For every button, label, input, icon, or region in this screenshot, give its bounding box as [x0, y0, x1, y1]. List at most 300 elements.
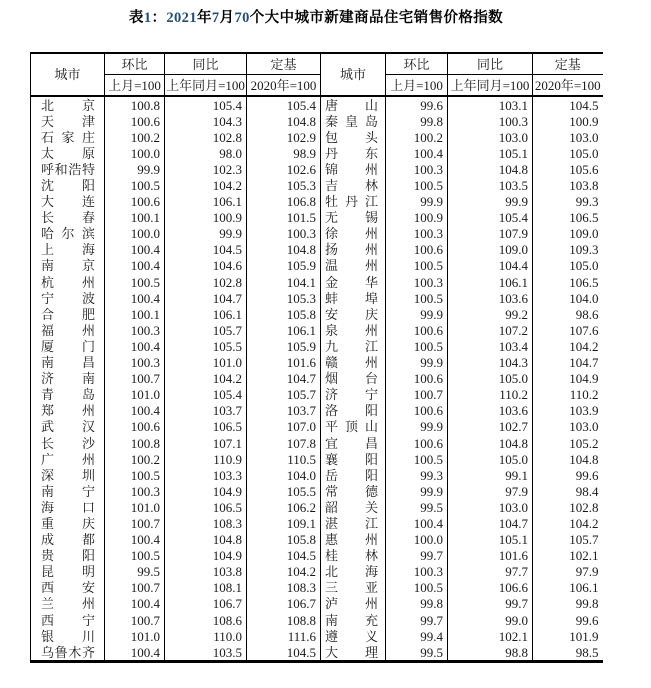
table-row	[31, 161, 603, 177]
city-cell: 上海	[31, 242, 105, 258]
city-cell: 福州	[31, 322, 105, 338]
city-cell: 金华	[321, 274, 386, 290]
mom-cell: 101.0	[105, 499, 165, 515]
city-cell: 长沙	[31, 435, 105, 451]
mom-cell: 101.0	[105, 387, 165, 403]
table-row	[31, 419, 603, 435]
header-mom-right: 环比	[386, 53, 448, 75]
document-page	[0, 9, 651, 688]
city-cell: 烟台	[321, 371, 386, 387]
title-text: 表	[128, 10, 144, 26]
mom-cell: 100.2	[386, 129, 448, 145]
city-cell: 大连	[31, 194, 105, 210]
mom-cell: 100.7	[105, 612, 165, 628]
fixed-cell: 104.5	[533, 96, 603, 113]
table-row	[31, 644, 603, 662]
city-cell: 济南	[31, 371, 105, 387]
fixed-cell: 104.2	[247, 564, 321, 580]
city-cell: 大理	[321, 644, 386, 662]
fixed-cell: 104.7	[533, 355, 603, 371]
city-cell: 哈尔滨	[31, 226, 105, 242]
yoy-cell: 104.6	[165, 258, 247, 274]
yoy-cell: 105.1	[448, 532, 533, 548]
table-row	[31, 113, 603, 129]
mom-cell: 100.6	[386, 242, 448, 258]
city-cell: 锦州	[321, 161, 386, 177]
yoy-cell: 103.0	[448, 499, 533, 515]
title-text: 月	[219, 10, 235, 26]
table-row	[31, 499, 603, 515]
table-row	[31, 467, 603, 483]
yoy-cell: 108.3	[165, 515, 247, 531]
mom-cell: 100.0	[105, 226, 165, 242]
city-cell: 赣州	[321, 355, 386, 371]
city-cell: 昆明	[31, 564, 105, 580]
mom-cell: 100.3	[105, 483, 165, 499]
city-cell: 深圳	[31, 467, 105, 483]
yoy-cell: 104.8	[448, 435, 533, 451]
yoy-cell: 104.5	[165, 242, 247, 258]
mom-cell: 100.6	[386, 403, 448, 419]
yoy-cell: 97.7	[448, 564, 533, 580]
mom-cell: 100.7	[105, 580, 165, 596]
table-row	[31, 451, 603, 467]
yoy-cell: 105.7	[165, 322, 247, 338]
header-mom-left: 环比	[105, 53, 165, 75]
mom-cell: 99.8	[386, 113, 448, 129]
table-row	[31, 564, 603, 580]
title-text: 年	[196, 10, 212, 26]
yoy-cell: 100.3	[448, 113, 533, 129]
fixed-cell: 103.0	[533, 419, 603, 435]
mom-cell: 100.6	[105, 194, 165, 210]
city-cell: 秦皇岛	[321, 113, 386, 129]
yoy-cell: 100.9	[165, 210, 247, 226]
yoy-cell: 102.3	[165, 161, 247, 177]
fixed-cell: 104.8	[247, 242, 321, 258]
header-yoy-base-left: 上年同月=100	[165, 75, 247, 97]
header-city-right: 城市	[321, 53, 386, 96]
header-yoy-right: 同比	[448, 53, 533, 75]
fixed-cell: 103.9	[533, 403, 603, 419]
mom-cell: 100.5	[105, 177, 165, 193]
city-cell: 丹东	[321, 145, 386, 161]
city-cell: 南昌	[31, 355, 105, 371]
mom-cell: 99.5	[386, 644, 448, 662]
fixed-cell: 108.3	[247, 580, 321, 596]
yoy-cell: 102.1	[448, 628, 533, 644]
fixed-cell: 104.2	[533, 515, 603, 531]
table-row	[31, 435, 603, 451]
fixed-cell: 105.5	[247, 483, 321, 499]
yoy-cell: 105.4	[165, 96, 247, 113]
mom-cell: 101.0	[105, 628, 165, 644]
fixed-cell: 105.4	[247, 96, 321, 113]
fixed-cell: 99.6	[533, 467, 603, 483]
yoy-cell: 103.6	[448, 403, 533, 419]
mom-cell: 99.9	[386, 306, 448, 322]
city-cell: 贵阳	[31, 548, 105, 564]
city-cell: 吉林	[321, 177, 386, 193]
fixed-cell: 102.6	[247, 161, 321, 177]
city-cell: 西宁	[31, 612, 105, 628]
yoy-cell: 104.8	[165, 532, 247, 548]
fixed-cell: 105.9	[247, 338, 321, 354]
city-cell: 韶关	[321, 499, 386, 515]
mom-cell: 100.4	[105, 242, 165, 258]
fixed-cell: 103.7	[247, 403, 321, 419]
city-cell: 沈阳	[31, 177, 105, 193]
yoy-cell: 110.0	[165, 628, 247, 644]
header-fixed-right: 定基	[533, 53, 603, 75]
fixed-cell: 103.0	[533, 129, 603, 145]
mom-cell: 100.5	[386, 258, 448, 274]
city-cell: 重庆	[31, 515, 105, 531]
table-row	[31, 596, 603, 612]
mom-cell: 100.1	[105, 306, 165, 322]
city-cell: 扬州	[321, 242, 386, 258]
mom-cell: 100.1	[105, 210, 165, 226]
city-cell: 平顶山	[321, 419, 386, 435]
fixed-cell: 105.8	[247, 532, 321, 548]
fixed-cell: 104.2	[533, 338, 603, 354]
table-row	[31, 306, 603, 322]
city-cell: 乌鲁木齐	[31, 644, 105, 662]
mom-cell: 100.5	[386, 451, 448, 467]
mom-cell: 100.2	[105, 129, 165, 145]
yoy-cell: 103.8	[165, 564, 247, 580]
title-number: 2021	[166, 10, 197, 26]
fixed-cell: 105.3	[247, 290, 321, 306]
mom-cell: 100.4	[386, 515, 448, 531]
city-cell: 石家庄	[31, 129, 105, 145]
mom-cell: 100.6	[386, 435, 448, 451]
table-row	[31, 628, 603, 644]
fixed-cell: 101.9	[533, 628, 603, 644]
fixed-cell: 106.1	[533, 580, 603, 596]
table-row	[31, 371, 603, 387]
mom-cell: 100.8	[105, 96, 165, 113]
fixed-cell: 99.6	[533, 612, 603, 628]
fixed-cell: 104.5	[247, 644, 321, 662]
city-cell: 南充	[321, 612, 386, 628]
city-cell: 唐山	[321, 96, 386, 113]
city-cell: 太原	[31, 145, 105, 161]
mom-cell: 100.2	[105, 451, 165, 467]
table-row	[31, 532, 603, 548]
city-cell: 徐州	[321, 226, 386, 242]
yoy-cell: 104.3	[165, 113, 247, 129]
yoy-cell: 105.5	[165, 338, 247, 354]
table-row	[31, 515, 603, 531]
yoy-cell: 107.2	[448, 322, 533, 338]
mom-cell: 100.4	[105, 644, 165, 662]
fixed-cell: 101.5	[247, 210, 321, 226]
mom-cell: 99.9	[386, 419, 448, 435]
yoy-cell: 103.5	[165, 644, 247, 662]
yoy-cell: 99.9	[165, 226, 247, 242]
fixed-cell: 98.6	[533, 306, 603, 322]
table-row	[31, 242, 603, 258]
table-row	[31, 194, 603, 210]
yoy-cell: 104.7	[165, 290, 247, 306]
table-row	[31, 96, 603, 113]
yoy-cell: 99.2	[448, 306, 533, 322]
city-cell: 成都	[31, 532, 105, 548]
fixed-cell: 105.7	[533, 532, 603, 548]
mom-cell: 100.4	[105, 403, 165, 419]
fixed-cell: 108.8	[247, 612, 321, 628]
yoy-cell: 110.2	[448, 387, 533, 403]
fixed-cell: 106.1	[247, 322, 321, 338]
city-cell: 济宁	[321, 387, 386, 403]
mom-cell: 100.3	[105, 355, 165, 371]
mom-cell: 100.5	[105, 274, 165, 290]
fixed-cell: 104.8	[533, 451, 603, 467]
mom-cell: 99.9	[386, 194, 448, 210]
mom-cell: 100.6	[105, 113, 165, 129]
mom-cell: 100.5	[386, 338, 448, 354]
fixed-cell: 109.0	[533, 226, 603, 242]
price-index-table	[30, 52, 603, 663]
city-cell: 无锡	[321, 210, 386, 226]
mom-cell: 100.4	[105, 338, 165, 354]
yoy-cell: 103.0	[448, 129, 533, 145]
city-cell: 宜昌	[321, 435, 386, 451]
fixed-cell: 104.7	[247, 371, 321, 387]
mom-cell: 100.4	[386, 145, 448, 161]
yoy-cell: 99.1	[448, 467, 533, 483]
fixed-cell: 99.8	[533, 596, 603, 612]
city-cell: 广州	[31, 451, 105, 467]
table-row	[31, 338, 603, 354]
title-text: ：	[151, 10, 167, 26]
mom-cell: 100.4	[105, 290, 165, 306]
mom-cell: 100.0	[386, 532, 448, 548]
city-cell: 青岛	[31, 387, 105, 403]
yoy-cell: 102.8	[165, 129, 247, 145]
yoy-cell: 108.1	[165, 580, 247, 596]
fixed-cell: 110.2	[533, 387, 603, 403]
mom-cell: 100.7	[105, 515, 165, 531]
yoy-cell: 98.0	[165, 145, 247, 161]
fixed-cell: 109.3	[533, 242, 603, 258]
table-row	[31, 210, 603, 226]
fixed-cell: 104.1	[247, 274, 321, 290]
yoy-cell: 104.7	[448, 515, 533, 531]
mom-cell: 99.3	[386, 467, 448, 483]
fixed-cell: 102.9	[247, 129, 321, 145]
yoy-cell: 104.9	[165, 483, 247, 499]
table-row	[31, 548, 603, 564]
mom-cell: 100.5	[105, 467, 165, 483]
yoy-cell: 104.9	[165, 548, 247, 564]
fixed-cell: 98.9	[247, 145, 321, 161]
mom-cell: 99.9	[105, 161, 165, 177]
city-cell: 岳阳	[321, 467, 386, 483]
city-cell: 杭州	[31, 274, 105, 290]
mom-cell: 100.4	[105, 532, 165, 548]
table-header	[31, 53, 603, 96]
city-cell: 蚌埠	[321, 290, 386, 306]
mom-cell: 99.5	[386, 499, 448, 515]
fixed-cell: 97.9	[533, 564, 603, 580]
table-row	[31, 274, 603, 290]
mom-cell: 99.7	[386, 548, 448, 564]
city-cell: 包头	[321, 129, 386, 145]
header-yoy-base-right: 上年同月=100	[448, 75, 533, 97]
fixed-cell: 107.6	[533, 322, 603, 338]
mom-cell: 99.8	[386, 596, 448, 612]
yoy-cell: 107.1	[165, 435, 247, 451]
fixed-cell: 105.7	[247, 387, 321, 403]
fixed-cell: 106.5	[533, 274, 603, 290]
yoy-cell: 103.3	[165, 467, 247, 483]
yoy-cell: 105.0	[448, 451, 533, 467]
yoy-cell: 101.0	[165, 355, 247, 371]
fixed-cell: 105.0	[533, 145, 603, 161]
yoy-cell: 104.3	[448, 355, 533, 371]
city-cell: 牡丹江	[321, 194, 386, 210]
city-cell: 武汉	[31, 419, 105, 435]
city-cell: 厦门	[31, 338, 105, 354]
header-mom-base-right: 上月=100	[386, 75, 448, 97]
yoy-cell: 97.9	[448, 483, 533, 499]
yoy-cell: 102.7	[448, 419, 533, 435]
yoy-cell: 106.1	[165, 306, 247, 322]
mom-cell: 99.9	[386, 355, 448, 371]
yoy-cell: 106.6	[448, 580, 533, 596]
fixed-cell: 109.1	[247, 515, 321, 531]
fixed-cell: 104.0	[533, 290, 603, 306]
city-cell: 天津	[31, 113, 105, 129]
yoy-cell: 106.5	[165, 419, 247, 435]
header-fixed-base-right: 2020年=100	[533, 75, 603, 97]
table-row	[31, 483, 603, 499]
mom-cell: 100.3	[386, 274, 448, 290]
yoy-cell: 104.2	[165, 371, 247, 387]
title-number: 7	[211, 10, 220, 26]
header-mom-base-left: 上月=100	[105, 75, 165, 97]
city-cell: 三亚	[321, 580, 386, 596]
fixed-cell: 105.6	[533, 161, 603, 177]
yoy-cell: 107.9	[448, 226, 533, 242]
title-number: 70	[234, 10, 250, 26]
yoy-cell: 106.5	[165, 499, 247, 515]
city-cell: 北京	[31, 96, 105, 113]
city-cell: 常德	[321, 483, 386, 499]
fixed-cell: 106.7	[247, 596, 321, 612]
page-title	[30, 9, 602, 28]
yoy-cell: 106.1	[448, 274, 533, 290]
fixed-cell: 106.8	[247, 194, 321, 210]
fixed-cell: 105.9	[247, 258, 321, 274]
yoy-cell: 103.5	[448, 177, 533, 193]
fixed-cell: 101.6	[247, 355, 321, 371]
table-row	[31, 177, 603, 193]
mom-cell: 100.4	[105, 258, 165, 274]
fixed-cell: 105.2	[533, 435, 603, 451]
fixed-cell: 106.5	[533, 210, 603, 226]
yoy-cell: 99.0	[448, 612, 533, 628]
city-cell: 南京	[31, 258, 105, 274]
fixed-cell: 100.3	[247, 226, 321, 242]
fixed-cell: 107.0	[247, 419, 321, 435]
city-cell: 九江	[321, 338, 386, 354]
fixed-cell: 102.1	[533, 548, 603, 564]
mom-cell: 100.5	[386, 177, 448, 193]
fixed-cell: 105.0	[533, 258, 603, 274]
fixed-cell: 106.2	[247, 499, 321, 515]
table-row	[31, 403, 603, 419]
yoy-cell: 103.1	[448, 96, 533, 113]
mom-cell: 100.0	[105, 145, 165, 161]
yoy-cell: 105.0	[448, 371, 533, 387]
mom-cell: 100.5	[105, 548, 165, 564]
mom-cell: 100.6	[386, 371, 448, 387]
table-row	[31, 580, 603, 596]
table-row	[31, 355, 603, 371]
fixed-cell: 111.6	[247, 628, 321, 644]
mom-cell: 100.3	[386, 564, 448, 580]
mom-cell: 100.6	[386, 322, 448, 338]
fixed-cell: 100.9	[533, 113, 603, 129]
fixed-cell: 105.3	[247, 177, 321, 193]
city-cell: 宁波	[31, 290, 105, 306]
city-cell: 郑州	[31, 403, 105, 419]
city-cell: 长春	[31, 210, 105, 226]
fixed-cell: 98.4	[533, 483, 603, 499]
yoy-cell: 106.7	[165, 596, 247, 612]
table-body	[31, 96, 603, 662]
mom-cell: 99.6	[386, 96, 448, 113]
mom-cell: 100.7	[105, 371, 165, 387]
fixed-cell: 104.9	[533, 371, 603, 387]
header-city-left: 城市	[31, 53, 105, 96]
table-row	[31, 258, 603, 274]
yoy-cell: 101.6	[448, 548, 533, 564]
mom-cell: 100.3	[105, 322, 165, 338]
yoy-cell: 106.1	[165, 194, 247, 210]
mom-cell: 100.8	[105, 435, 165, 451]
city-cell: 泉州	[321, 322, 386, 338]
mom-cell: 99.9	[386, 483, 448, 499]
mom-cell: 100.5	[386, 580, 448, 596]
yoy-cell: 99.7	[448, 596, 533, 612]
fixed-cell: 110.5	[247, 451, 321, 467]
mom-cell: 99.7	[386, 612, 448, 628]
mom-cell: 100.4	[105, 596, 165, 612]
table-row	[31, 145, 603, 161]
yoy-cell: 104.8	[448, 161, 533, 177]
yoy-cell: 105.4	[165, 387, 247, 403]
fixed-cell: 104.0	[247, 467, 321, 483]
table-row	[31, 290, 603, 306]
city-cell: 西安	[31, 580, 105, 596]
fixed-cell: 107.8	[247, 435, 321, 451]
city-cell: 惠州	[321, 532, 386, 548]
yoy-cell: 102.8	[165, 274, 247, 290]
table-row	[31, 226, 603, 242]
city-cell: 襄阳	[321, 451, 386, 467]
fixed-cell: 99.3	[533, 194, 603, 210]
city-cell: 海口	[31, 499, 105, 515]
mom-cell: 99.5	[105, 564, 165, 580]
yoy-cell: 99.9	[448, 194, 533, 210]
mom-cell: 100.3	[386, 161, 448, 177]
yoy-cell: 109.0	[448, 242, 533, 258]
table-row	[31, 387, 603, 403]
